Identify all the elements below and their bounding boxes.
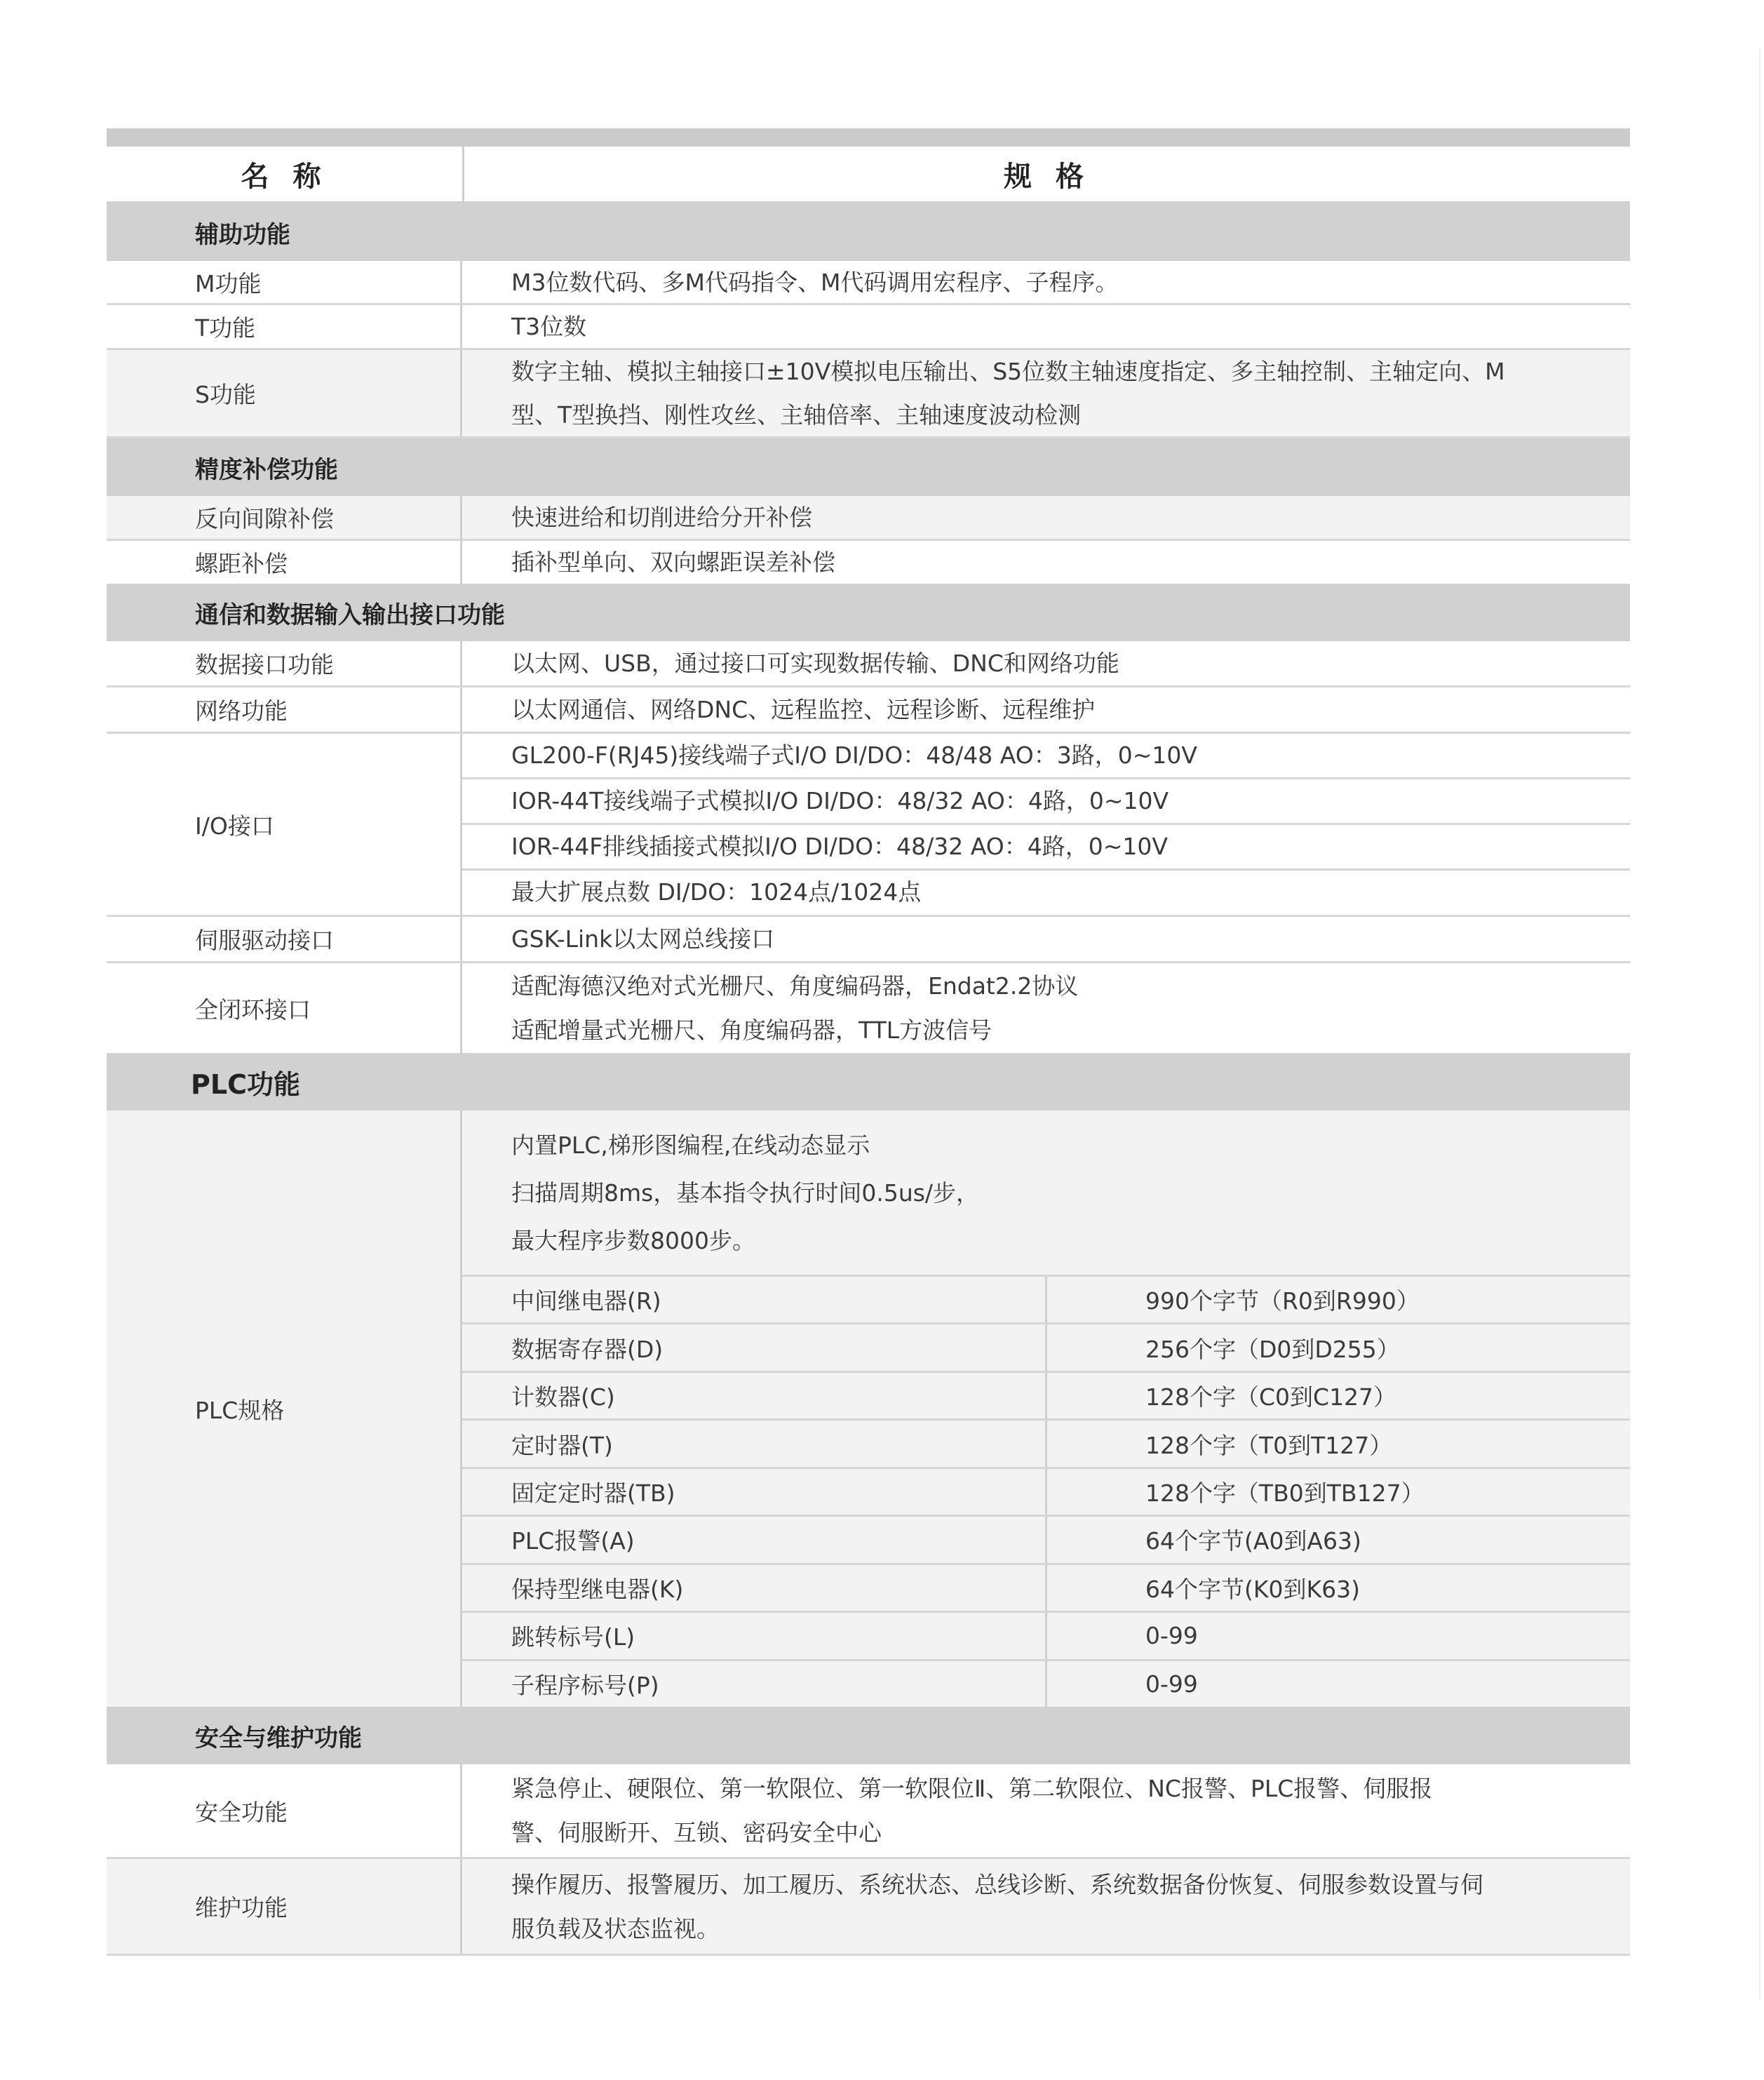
register-value: 128个字（T0到T127） (1145, 1431, 1393, 1459)
row-spec-line: 以太网通信、网络DNC、远程监控、远程诊断、远程维护 (511, 696, 1096, 723)
row-spec-line: 最大扩展点数 DI/DO：1024点/1024点 (511, 878, 922, 906)
table-row (107, 963, 1630, 1053)
table-top-bar (107, 128, 1630, 147)
register-row (462, 1563, 1630, 1611)
row-name: 维护功能 (107, 1859, 462, 1954)
row-name: 网络功能 (107, 687, 462, 732)
register-row (462, 1611, 1630, 1658)
row-spec-line: 最大程序步数8000步。 (511, 1227, 755, 1254)
row-name: M功能 (107, 261, 462, 303)
header-spec: 规 格 (1004, 160, 1091, 193)
row-spec-line: 紧急停止、硬限位、第一软限位、第一软限位Ⅱ、第二软限位、NC报警、PLC报警、伺服报 (511, 1775, 1433, 1802)
row-spec-line: 适配海德汉绝对式光栅尺、角度编码器，Endat2.2协议 (511, 972, 1079, 1000)
register-name: PLC报警(A) (462, 1517, 1047, 1562)
table-row (107, 734, 1630, 917)
section-precision-title: 精度补偿功能 (107, 438, 1630, 496)
table-row (107, 1111, 1630, 1707)
row-spec-line: 以太网、USB，通过接口可实现数据传输、DNC和网络功能 (511, 650, 1119, 677)
row-name: 安全功能 (107, 1764, 462, 1857)
register-name: 跳转标号(L) (462, 1613, 1047, 1658)
register-value: 128个字（C0到C127） (1145, 1383, 1397, 1411)
row-name: I/O接口 (107, 734, 462, 915)
section-aux-title: 辅助功能 (107, 203, 1630, 261)
row-spec-line: 数字主轴、模拟主轴接口±10V模拟电压输出、S5位数主轴速度指定、多主轴控制、主轴定向、M (511, 357, 1505, 385)
register-value: 64个字节(A0到A63) (1145, 1527, 1361, 1555)
table-row (107, 1859, 1630, 1956)
row-name: 数据接口功能 (107, 641, 462, 685)
row-spec-line: GSK-Link以太网总线接口 (511, 925, 775, 953)
register-row (462, 1515, 1630, 1562)
page-edge-line (1759, 49, 1760, 1999)
register-row (462, 1467, 1630, 1515)
row-name: 螺距补偿 (107, 541, 462, 584)
row-spec-line: T3位数 (511, 313, 587, 340)
row-name: 反向间隙补偿 (107, 496, 462, 539)
row-name: PLC规格 (107, 1111, 462, 1707)
row-spec-line: 操作履历、报警履历、加工履历、系统状态、总线诊断、系统数据备份恢复、伺服参数设置与伺 (511, 1870, 1483, 1898)
row-name: T功能 (107, 305, 462, 348)
register-value: 64个字节(K0到K63) (1145, 1575, 1361, 1603)
register-value: 128个字（TB0到TB127） (1145, 1479, 1425, 1507)
register-name: 固定定时器(TB) (462, 1469, 1047, 1515)
row-spec-line: M3位数代码、多M代码指令、M代码调用宏程序、子程序。 (511, 268, 1119, 296)
register-row (462, 1275, 1630, 1322)
row-spec-line: 内置PLC,梯形图编程,在线动态显示 (511, 1132, 870, 1159)
row-spec-line: 服负载及状态监视。 (511, 1914, 720, 1943)
header-name: 名 称 (107, 147, 464, 201)
register-name: 计数器(C) (462, 1373, 1047, 1418)
row-spec-line: GL200-F(RJ45)接线端子式I/O DI/DO：48/48 AO：3路，0~10V (462, 734, 1630, 779)
register-name: 子程序标号(P) (462, 1661, 1047, 1707)
row-spec-line: IOR-44T接线端子式模拟I/O DI/DO：48/32 AO：4路，0~10V (462, 779, 1630, 825)
register-name: 数据寄存器(D) (462, 1324, 1047, 1370)
table-row (107, 1764, 1630, 1859)
row-name: 伺服驱动接口 (107, 917, 462, 961)
register-value: 0-99 (1145, 1622, 1198, 1650)
table-row (107, 261, 1630, 305)
table-row (107, 541, 1630, 584)
register-row (462, 1418, 1630, 1466)
row-spec-line: 型、T型换挡、刚性攻丝、主轴倍率、主轴速度波动检测 (511, 401, 1082, 429)
table-row (107, 641, 1630, 687)
section-safety-title: 安全与维护功能 (107, 1707, 1630, 1764)
register-value: 0-99 (1145, 1670, 1198, 1698)
register-row (462, 1659, 1630, 1707)
table-row (107, 687, 1630, 734)
row-spec-line: 扫描周期8ms，基本指令执行时间0.5us/步， (511, 1179, 980, 1207)
table-header (107, 147, 1630, 203)
row-spec-line: 插补型单向、双向螺距误差补偿 (511, 549, 835, 576)
register-value: 990个字节（R0到R990） (1145, 1287, 1420, 1315)
register-name: 定时器(T) (462, 1421, 1047, 1466)
register-row (462, 1371, 1630, 1418)
register-name: 保持型继电器(K) (462, 1565, 1047, 1611)
row-name: 全闭环接口 (107, 963, 462, 1053)
section-plc-title: PLC功能 (107, 1053, 1630, 1111)
section-comm-title: 通信和数据输入输出接口功能 (107, 584, 1630, 641)
table-row (107, 496, 1630, 541)
spec-table (107, 128, 1630, 1956)
row-spec-line: 快速进给和切削进给分开补偿 (511, 504, 812, 531)
register-name: 中间继电器(R) (462, 1277, 1047, 1322)
row-spec-line: 警、伺服断开、互锁、密码安全中心 (511, 1819, 882, 1846)
table-row (107, 350, 1630, 438)
row-spec-line: 适配增量式光栅尺、角度编码器，TTL方波信号 (511, 1016, 992, 1044)
register-row (462, 1322, 1630, 1370)
register-value: 256个字（D0到D255） (1145, 1335, 1400, 1363)
table-row (107, 305, 1630, 350)
table-row (107, 917, 1630, 963)
row-spec-line: IOR-44F排线插接式模拟I/O DI/DO：48/32 AO：4路，0~10V (462, 825, 1630, 871)
row-name: S功能 (107, 350, 462, 436)
